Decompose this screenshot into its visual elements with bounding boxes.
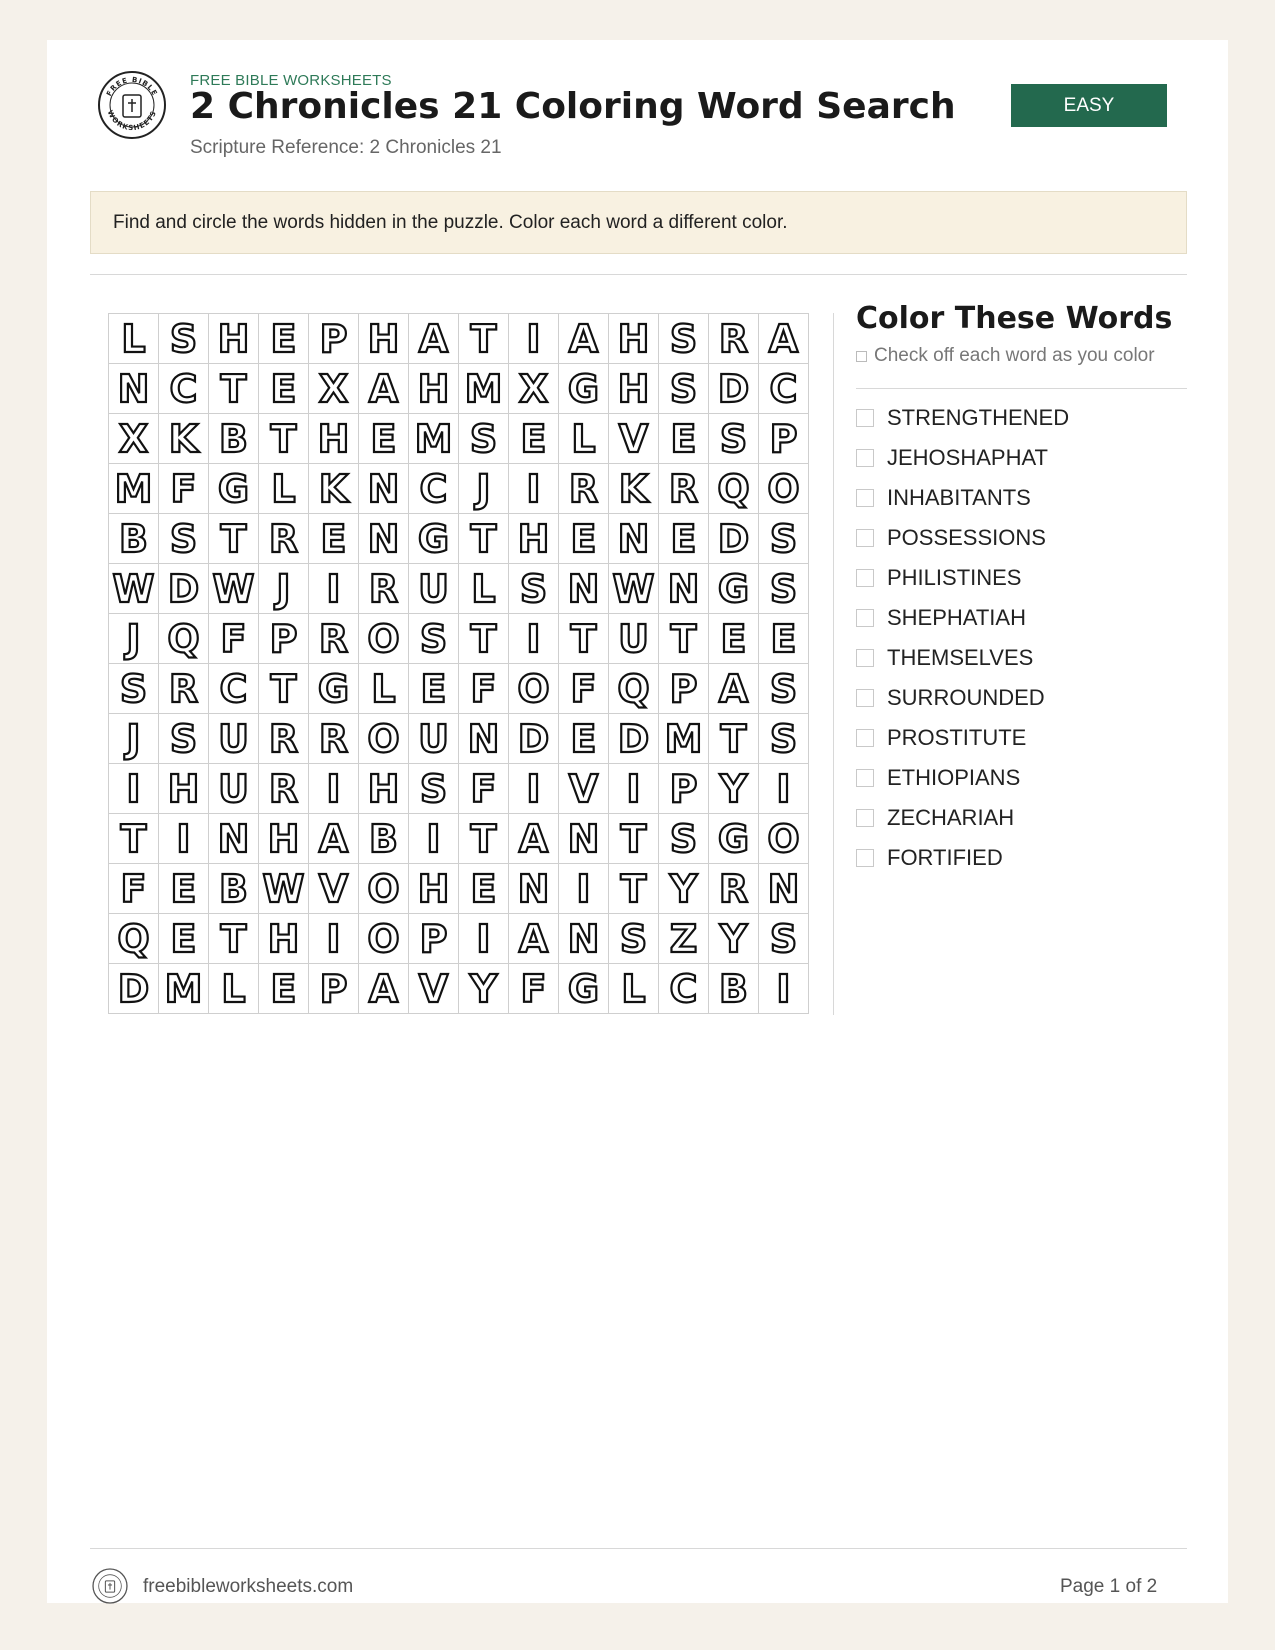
grid-cell: U [409, 714, 459, 764]
checkbox-icon[interactable] [856, 729, 874, 747]
grid-cell: R [259, 714, 309, 764]
grid-cell: X [109, 414, 159, 464]
word-list-item[interactable] [856, 398, 1069, 438]
grid-cell: K [609, 464, 659, 514]
grid-cell: O [359, 864, 409, 914]
grid-cell: B [109, 514, 159, 564]
grid-cell: F [459, 664, 509, 714]
grid-cell: G [709, 814, 759, 864]
grid-cell: H [409, 364, 459, 414]
grid-cell: N [459, 714, 509, 764]
grid-cell: D [709, 514, 759, 564]
grid-cell: B [209, 864, 259, 914]
grid-cell: M [459, 364, 509, 414]
word-list-item[interactable] [856, 518, 1069, 558]
grid-cell: E [309, 514, 359, 564]
grid-cell: L [609, 964, 659, 1014]
grid-cell: V [409, 964, 459, 1014]
grid-cell: P [259, 614, 309, 664]
word-label: FORTIFIED [887, 845, 1003, 870]
grid-cell: I [609, 764, 659, 814]
grid-cell: B [209, 414, 259, 464]
word-label: INHABITANTS [887, 485, 1031, 510]
grid-cell: S [659, 314, 709, 364]
grid-cell: Y [459, 964, 509, 1014]
grid-cell: S [609, 914, 659, 964]
checkbox-icon[interactable] [856, 449, 874, 467]
grid-cell: I [309, 764, 359, 814]
grid-cell: L [259, 464, 309, 514]
grid-cell: Z [659, 914, 709, 964]
grid-cell: E [759, 614, 809, 664]
grid-cell: I [509, 314, 559, 364]
grid-cell: H [609, 314, 659, 364]
grid-cell: D [709, 364, 759, 414]
grid-cell: L [209, 964, 259, 1014]
grid-cell: A [509, 914, 559, 964]
grid-cell: R [709, 864, 759, 914]
checkbox-icon[interactable] [856, 609, 874, 627]
grid-cell: O [359, 614, 409, 664]
grid-cell: E [459, 864, 509, 914]
grid-cell: R [559, 464, 609, 514]
checkbox-icon[interactable] [856, 809, 874, 827]
logo-text-top: FREE BIBLE [105, 75, 159, 98]
grid-cell: D [509, 714, 559, 764]
grid-cell: E [409, 664, 459, 714]
grid-cell: U [609, 614, 659, 664]
grid-cell: Y [659, 864, 709, 914]
grid-cell: O [509, 664, 559, 714]
grid-cell: E [159, 864, 209, 914]
grid-cell: U [209, 764, 259, 814]
word-label: JEHOSHAPHAT [887, 445, 1048, 470]
grid-cell: Y [709, 764, 759, 814]
brand-logo-icon [97, 70, 167, 140]
grid-cell: A [409, 314, 459, 364]
grid-cell: Q [109, 914, 159, 964]
checkbox-icon[interactable] [856, 529, 874, 547]
grid-cell: K [159, 414, 209, 464]
grid-cell: Y [709, 914, 759, 964]
grid-cell: R [359, 564, 409, 614]
grid-cell: D [609, 714, 659, 764]
grid-cell: R [159, 664, 209, 714]
grid-cell: O [759, 814, 809, 864]
checkbox-icon[interactable] [856, 489, 874, 507]
grid-cell: O [359, 914, 409, 964]
grid-cell: P [309, 964, 359, 1014]
grid-cell: S [409, 614, 459, 664]
footer-site: freebibleworksheets.com [143, 1576, 354, 1597]
grid-cell: C [209, 664, 259, 714]
grid-cell: M [159, 964, 209, 1014]
grid-cell: P [659, 764, 709, 814]
grid-cell: L [559, 414, 609, 464]
grid-cell: S [459, 414, 509, 464]
word-list-item[interactable] [856, 838, 1069, 878]
grid-cell: E [709, 614, 759, 664]
grid-cell: F [509, 964, 559, 1014]
grid-cell: H [509, 514, 559, 564]
word-label: PHILISTINES [887, 565, 1022, 590]
grid-cell: B [709, 964, 759, 1014]
grid-cell: I [559, 864, 609, 914]
grid-cell: I [759, 764, 809, 814]
grid-cell: K [309, 464, 359, 514]
grid-cell: I [459, 914, 509, 964]
grid-cell: I [509, 464, 559, 514]
grid-cell: T [459, 614, 509, 664]
grid-cell: S [759, 664, 809, 714]
grid-cell: S [759, 714, 809, 764]
word-list-item[interactable] [856, 718, 1069, 758]
grid-cell: N [759, 864, 809, 914]
grid-cell: I [759, 964, 809, 1014]
grid-cell: S [659, 364, 709, 414]
grid-cell: N [609, 514, 659, 564]
word-list-subtitle [856, 345, 1155, 367]
grid-cell: S [509, 564, 559, 614]
grid-cell: E [259, 964, 309, 1014]
grid-cell: H [359, 314, 409, 364]
grid-cell: H [409, 864, 459, 914]
grid-cell: O [359, 714, 409, 764]
grid-cell: H [309, 414, 359, 464]
grid-cell: R [259, 514, 309, 564]
grid-cell: M [409, 414, 459, 464]
grid-cell: W [609, 564, 659, 614]
grid-cell: I [409, 814, 459, 864]
grid-cell: I [109, 764, 159, 814]
difficulty-badge: EASY [1011, 84, 1167, 127]
grid-cell: N [209, 814, 259, 864]
grid-cell: B [359, 814, 409, 864]
instructions-banner [90, 191, 1187, 254]
grid-cell: E [259, 364, 309, 414]
grid-cell: V [609, 414, 659, 464]
checkbox-icon[interactable] [856, 769, 874, 787]
grid-cell: T [209, 514, 259, 564]
grid-cell: J [109, 714, 159, 764]
checkbox-icon[interactable] [856, 849, 874, 867]
grid-cell: D [109, 964, 159, 1014]
grid-cell: I [509, 614, 559, 664]
word-list-item[interactable] [856, 758, 1069, 798]
grid-cell: Q [709, 464, 759, 514]
grid-cell: J [109, 614, 159, 664]
grid-cell: W [209, 564, 259, 614]
grid-cell: G [559, 364, 609, 414]
grid-cell: F [209, 614, 259, 664]
grid-cell: T [559, 614, 609, 664]
grid-cell: E [659, 514, 709, 564]
grid-cell: T [659, 614, 709, 664]
grid-cell: Q [609, 664, 659, 714]
grid-cell: H [209, 314, 259, 364]
word-list-divider [856, 388, 1187, 389]
grid-cell: H [259, 914, 309, 964]
grid-cell: H [259, 814, 309, 864]
word-list-item[interactable] [856, 558, 1069, 598]
grid-cell: N [559, 814, 609, 864]
grid-cell: R [709, 314, 759, 364]
grid-cell: C [159, 364, 209, 414]
grid-cell: N [359, 514, 409, 564]
word-label: ZECHARIAH [887, 805, 1015, 830]
header-divider [90, 274, 1187, 275]
page-number: Page 1 of 2 [1060, 1576, 1158, 1597]
grid-cell: T [459, 514, 509, 564]
grid-cell: N [559, 564, 609, 614]
grid-cell: A [309, 814, 359, 864]
grid-cell: S [409, 764, 459, 814]
grid-cell: Q [159, 614, 209, 664]
word-list-item[interactable] [856, 678, 1069, 718]
page-title: 2 Chronicles 21 Coloring Word Search [190, 86, 956, 127]
word-list [856, 398, 1069, 878]
grid-cell: L [459, 564, 509, 614]
grid-cell: C [759, 364, 809, 414]
grid-cell: R [309, 614, 359, 664]
word-label: ETHIOPIANS [887, 765, 1021, 790]
grid-cell: H [609, 364, 659, 414]
grid-cell: F [159, 464, 209, 514]
grid-cell: P [409, 914, 459, 964]
grid-cell: N [509, 864, 559, 914]
grid-cell: P [659, 664, 709, 714]
logo-text-bottom: WORKSHEETS [105, 109, 159, 133]
grid-cell: S [759, 564, 809, 614]
grid-cell: N [359, 464, 409, 514]
grid-cell: S [759, 914, 809, 964]
grid-cell: T [459, 814, 509, 864]
scripture-reference: Scripture Reference: 2 Chronicles 21 [190, 137, 502, 158]
footer-logo-icon [92, 1568, 128, 1604]
grid-cell: A [709, 664, 759, 714]
grid-cell: G [559, 964, 609, 1014]
grid-cell: F [459, 764, 509, 814]
grid-cell: R [309, 714, 359, 764]
word-list-item[interactable] [856, 438, 1069, 478]
grid-cell: E [659, 414, 709, 464]
grid-cell: S [109, 664, 159, 714]
word-label: THEMSELVES [887, 645, 1034, 670]
instructions-text: Find and circle the words hidden in the puzzle. Color each word a different color. [113, 211, 788, 233]
grid-cell: T [209, 364, 259, 414]
grid-cell: V [309, 864, 359, 914]
grid-cell: W [109, 564, 159, 614]
checkbox-icon [856, 351, 867, 362]
grid-cell: T [709, 714, 759, 764]
column-divider [833, 313, 834, 1015]
word-list-item[interactable] [856, 798, 1069, 838]
grid-cell: P [309, 314, 359, 364]
grid-cell: R [259, 764, 309, 814]
grid-cell: T [109, 814, 159, 864]
grid-cell: I [509, 764, 559, 814]
grid-cell: G [209, 464, 259, 514]
checkbox-icon[interactable] [856, 649, 874, 667]
grid-cell: M [659, 714, 709, 764]
grid-cell: U [409, 564, 459, 614]
grid-cell: S [659, 814, 709, 864]
grid-cell: W [259, 864, 309, 914]
grid-cell: X [509, 364, 559, 414]
grid-cell: G [309, 664, 359, 714]
grid-cell: S [759, 514, 809, 564]
grid-cell: T [459, 314, 509, 364]
grid-cell: O [759, 464, 809, 514]
grid-cell: E [559, 514, 609, 564]
grid-cell: J [459, 464, 509, 514]
grid-cell: S [159, 714, 209, 764]
grid-cell: T [609, 864, 659, 914]
brand-name: FREE BIBLE WORKSHEETS [190, 72, 392, 89]
grid-cell: V [559, 764, 609, 814]
grid-cell: X [309, 364, 359, 414]
grid-cell: G [709, 564, 759, 614]
grid-cell: S [159, 314, 209, 364]
grid-cell: T [259, 414, 309, 464]
grid-cell: N [659, 564, 709, 614]
grid-cell: D [159, 564, 209, 614]
grid-cell: L [359, 664, 409, 714]
grid-cell: A [359, 364, 409, 414]
grid-cell: A [509, 814, 559, 864]
grid-cell: H [359, 764, 409, 814]
word-list-title: Color These Words [856, 301, 1173, 336]
grid-cell: A [359, 964, 409, 1014]
grid-cell: A [759, 314, 809, 364]
word-list-item[interactable] [856, 638, 1069, 678]
grid-cell: E [259, 314, 309, 364]
grid-cell: I [159, 814, 209, 864]
grid-cell: S [709, 414, 759, 464]
word-list-item[interactable] [856, 598, 1069, 638]
grid-cell: M [109, 464, 159, 514]
grid-cell: C [409, 464, 459, 514]
word-list-subtitle-text: Check off each word as you color [874, 345, 1155, 366]
grid-cell: I [309, 564, 359, 614]
grid-cell: J [259, 564, 309, 614]
word-label: SHEPHATIAH [887, 605, 1026, 630]
grid-cell: L [109, 314, 159, 364]
checkbox-icon[interactable] [856, 409, 874, 427]
grid-cell: I [309, 914, 359, 964]
grid-cell: E [559, 714, 609, 764]
word-search-grid [108, 313, 809, 1014]
footer-divider [90, 1548, 1187, 1549]
checkbox-icon[interactable] [856, 569, 874, 587]
word-label: SURROUNDED [887, 685, 1045, 710]
word-label: STRENGTHENED [887, 405, 1070, 430]
checkbox-icon[interactable] [856, 689, 874, 707]
grid-cell: T [209, 914, 259, 964]
word-list-item[interactable] [856, 478, 1069, 518]
grid-cell: S [159, 514, 209, 564]
grid-cell: G [409, 514, 459, 564]
grid-cell: H [159, 764, 209, 814]
grid-cell: F [559, 664, 609, 714]
grid-cell: E [359, 414, 409, 464]
grid-cell: U [209, 714, 259, 764]
grid-cell: F [109, 864, 159, 914]
grid-cell: E [159, 914, 209, 964]
grid-cell: N [559, 914, 609, 964]
worksheet-page [47, 40, 1228, 1603]
grid-cell: C [659, 964, 709, 1014]
word-label: PROSTITUTE [887, 725, 1027, 750]
grid-cell: A [559, 314, 609, 364]
grid-cell: T [259, 664, 309, 714]
grid-cell: T [609, 814, 659, 864]
grid-cell: P [759, 414, 809, 464]
grid-cell: N [109, 364, 159, 414]
word-label: POSSESSIONS [887, 525, 1046, 550]
grid-cell: E [509, 414, 559, 464]
grid-cell: R [659, 464, 709, 514]
